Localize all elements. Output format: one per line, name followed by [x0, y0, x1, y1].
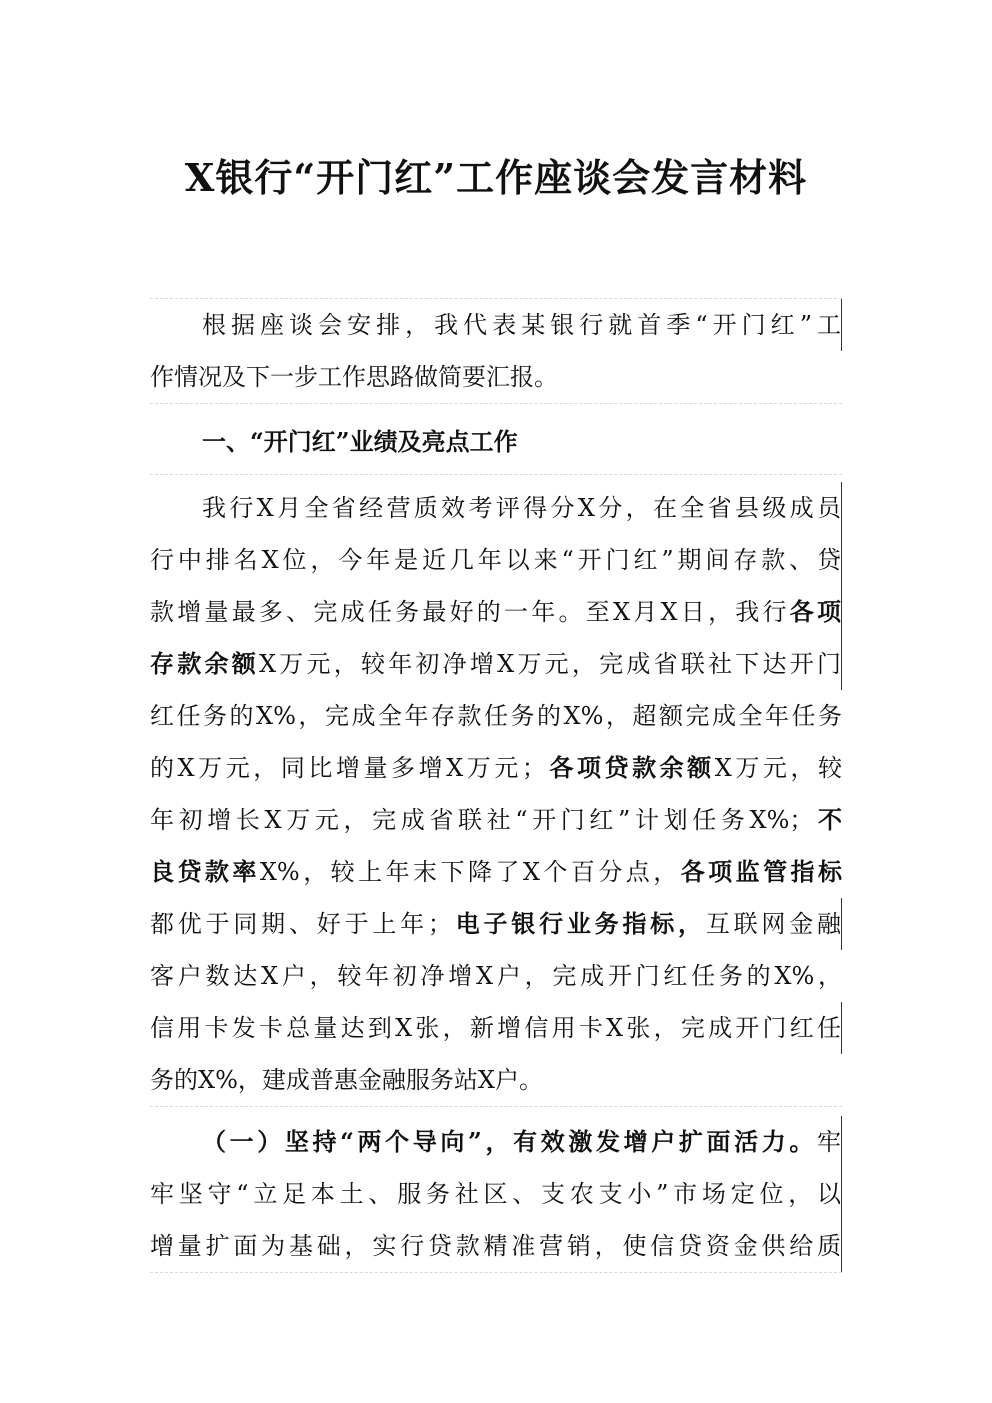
text-line: 我行X月全省经营质效考评得分X分，在全省县级成员 [150, 482, 842, 534]
text-line: 年初增长X万元，完成省联社“开门红”计划任务X%；不 [150, 805, 842, 834]
text-line: 的X万元，同比增量多增X万元；各项贷款余额X万元，较 [150, 753, 842, 782]
text-line: （一）坚持“两个导向”，有效激发增户扩面活力。牢 [150, 1116, 842, 1168]
text-line: 红任务的X%，完成全年存款任务的X%，超额完成全年任务 [150, 702, 842, 730]
text-line: 根据座谈会安排，我代表某银行就首季“开门红”工 [150, 299, 842, 351]
text-line: 信用卡发卡总量达到X张，新增信用卡X张，完成开门红任 [150, 1002, 842, 1054]
page-title: X银行“开门红”工作座谈会发言材料 [184, 155, 808, 200]
text-line: 增量扩面为基础，实行贷款精准营销，使信贷资金供给质 [150, 1220, 842, 1272]
text-line: 行中排名X位，今年是近几年以来“开门红”期间存款、贷 [150, 534, 842, 586]
text-line: 良贷款率X%，较上年末下降了X个百分点，各项监管指标 [150, 857, 842, 886]
intro-paragraph [150, 298, 842, 404]
body-paragraph [150, 482, 842, 1107]
text-line: 作情况及下一步工作思路做简要汇报。 [150, 363, 558, 391]
text-line: 存款余额X万元，较年初净增X万元，完成省联社下达开门 [150, 638, 842, 690]
text-line: 都优于同期、好于上年；电子银行业务指标，互联网金融 [150, 898, 842, 950]
text-line: 牢坚守“立足本土、服务社区、支农支小”市场定位，以 [150, 1168, 842, 1220]
body-paragraph [150, 1116, 842, 1273]
text-line: 务的X%，建成普惠金融服务站X户。 [150, 1066, 543, 1094]
text-line: 款增量最多、完成任务最好的一年。至X月X日，我行各项 [150, 586, 842, 638]
section-heading-text: 一、“开门红”业绩及亮点工作 [202, 427, 518, 456]
text-line: 客户数达X户，较年初净增X户，完成开门红任务的X%， [150, 962, 842, 990]
section-heading [150, 410, 842, 475]
